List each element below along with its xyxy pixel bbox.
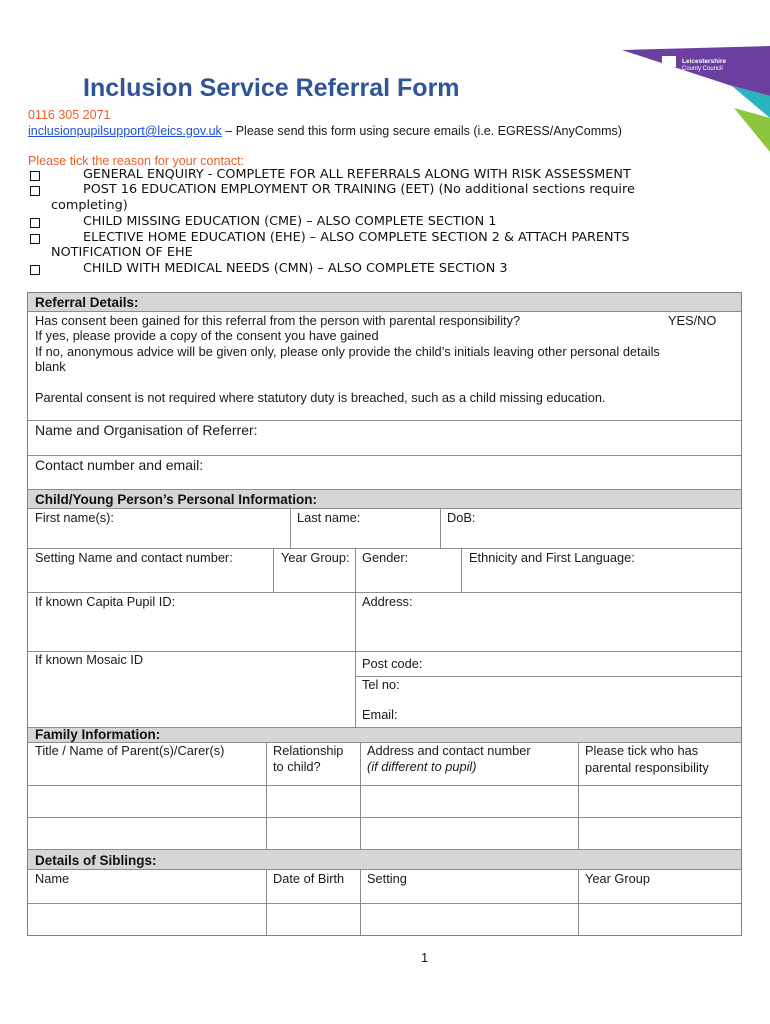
child-email-field[interactable]: Email: (362, 707, 398, 722)
reason-checkbox-4[interactable] (30, 234, 40, 244)
siblings-col-dob: Date of Birth (273, 871, 345, 886)
reason-checkbox-3[interactable] (30, 218, 40, 228)
consent-if-yes: If yes, please provide a copy of the consent you have gained (35, 328, 379, 343)
first-name-field[interactable]: First name(s): (35, 510, 114, 525)
reason-checkbox-1[interactable] (30, 171, 40, 181)
statutory-note: Parental consent is not required where statutory duty is breached, such as a child missing education. (35, 390, 606, 405)
family-col-parental-2: parental responsibility (585, 760, 709, 775)
family-col-address-1: Address and contact number (367, 743, 531, 758)
email-note: – Please send this form using secure emails (i.e. EGRESS/AnyComms) (221, 124, 622, 138)
phone-number: 0116 305 2071 (28, 108, 111, 122)
siblings-heading: Details of Siblings: (35, 853, 157, 868)
family-col-parental-1: Please tick who has (585, 743, 699, 758)
email-link[interactable]: inclusionpupilsupport@leics.gov.uk (28, 124, 222, 138)
reason-prompt: Please tick the reason for your contact: (28, 154, 245, 168)
family-heading: Family Information: (35, 727, 161, 742)
reason-option-5: CHILD WITH MEDICAL NEEDS (CMN) – ALSO COMPLETE SECTION 3 (83, 261, 508, 276)
family-col-relationship-1: Relationship (273, 743, 344, 758)
consent-yes-no[interactable]: YES/NO (668, 313, 717, 328)
consent-question: Has consent been gained for this referral from the person with parental responsibility? (35, 313, 521, 328)
last-name-field[interactable]: Last name: (297, 510, 361, 525)
council-logo (622, 46, 770, 152)
capita-id-field[interactable]: If known Capita Pupil ID: (35, 594, 176, 609)
child-heading: Child/Young Person’s Personal Information: (35, 492, 318, 507)
reason-option-2: POST 16 EDUCATION EMPLOYMENT OR TRAINING (EET) (No additional sections require (83, 182, 635, 197)
post-code-field[interactable]: Post code: (362, 656, 423, 671)
page-number: 1 (421, 950, 429, 965)
reason-option-1: GENERAL ENQUIRY - COMPLETE FOR ALL REFERRALS ALONG WITH RISK ASSESSMENT (83, 167, 631, 182)
family-col-relationship-2: to child? (273, 759, 321, 774)
gender-field[interactable]: Gender: (362, 550, 409, 565)
siblings-col-name: Name (35, 871, 70, 886)
reason-checkbox-5[interactable] (30, 265, 40, 275)
reason-option-2-cont: completing) (51, 198, 128, 213)
setting-field[interactable]: Setting Name and contact number: (35, 550, 233, 565)
reason-option-4: ELECTIVE HOME EDUCATION (EHE) – ALSO COMPLETE SECTION 2 & ATTACH PARENTS (83, 230, 630, 245)
reason-option-3: CHILD MISSING EDUCATION (CME) – ALSO COMPLETE SECTION 1 (83, 214, 497, 229)
logo-text-2: County Council (682, 66, 723, 72)
family-col-address-2: (if different to pupil) (367, 759, 477, 774)
contact-field-label[interactable]: Contact number and email: (35, 457, 204, 473)
family-col-name: Title / Name of Parent(s)/Carer(s) (35, 743, 225, 758)
consent-if-no: If no, anonymous advice will be given only, please only provide the child’s initials leaving other personal details (35, 344, 660, 359)
year-group-field[interactable]: Year Group: (281, 550, 350, 565)
dob-field[interactable]: DoB: (447, 510, 476, 525)
contact-line (28, 123, 622, 139)
siblings-col-year-group: Year Group (585, 871, 650, 886)
reason-option-4-cont: NOTIFICATION OF EHE (51, 245, 193, 260)
mosaic-id-field[interactable]: If known Mosaic ID (35, 652, 144, 667)
logo-text-1: Leicestershire (682, 58, 727, 65)
council-logo-graphic (622, 46, 770, 152)
reason-checkbox-2[interactable] (30, 186, 40, 196)
page-title: Inclusion Service Referral Form (83, 74, 460, 102)
address-field[interactable]: Address: (362, 594, 413, 609)
referrer-field-label[interactable]: Name and Organisation of Referrer: (35, 422, 258, 438)
referral-heading: Referral Details: (35, 295, 139, 310)
consent-if-no-cont: blank (35, 359, 66, 374)
siblings-col-setting: Setting (367, 871, 407, 886)
tel-no-field[interactable]: Tel no: (362, 677, 400, 692)
referral-form-table (27, 292, 742, 936)
ethnicity-field[interactable]: Ethnicity and First Language: (469, 550, 635, 565)
